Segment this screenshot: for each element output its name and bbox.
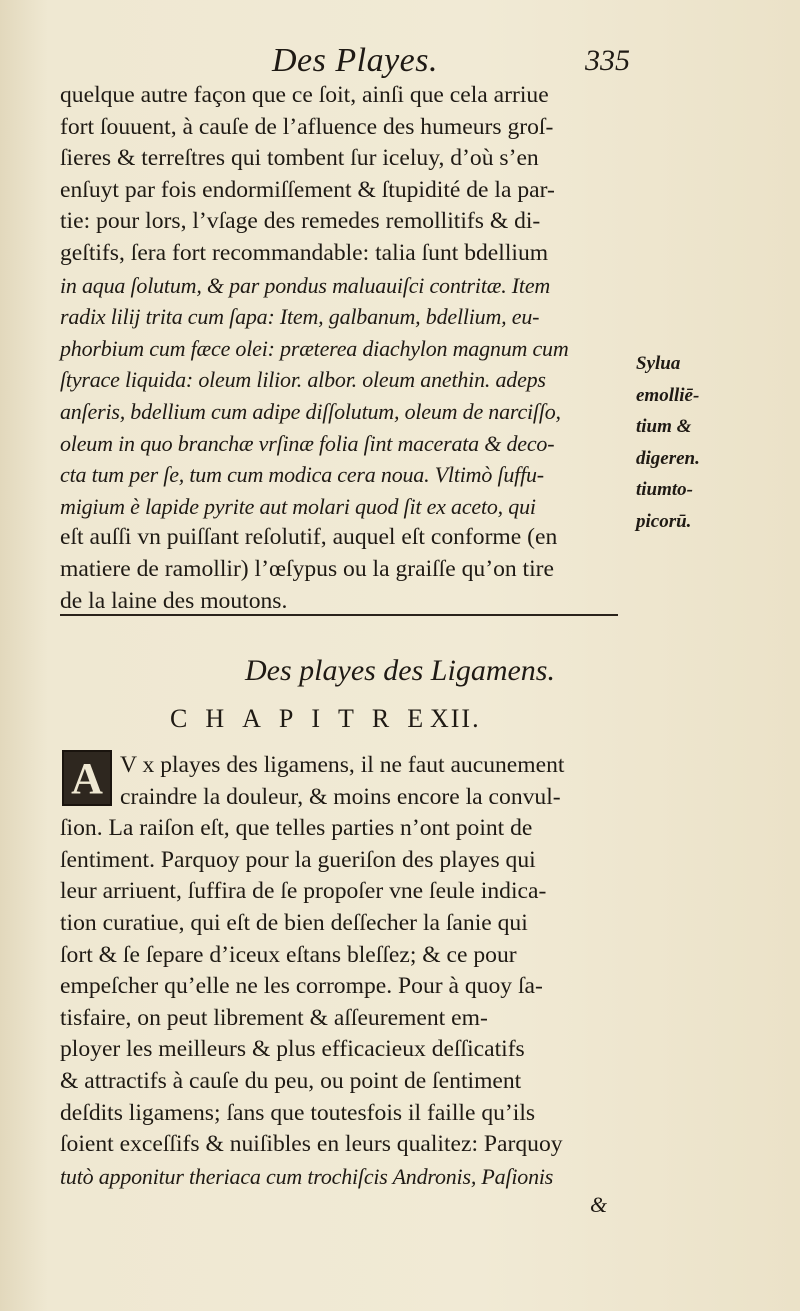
text-line: ſtyrace liquida: oleum lilior. albor. oleum anethin. adeps: [60, 367, 546, 393]
text-line: ployer les meilleurs & plus efficacieux deſſicatifs: [60, 1036, 525, 1063]
margin-note: [636, 348, 726, 538]
text-line: matiere de ramollir) l’œſypus ou la graiſſe qu’on tire: [60, 555, 554, 582]
text-line: in aqua ſolutum, & par pondus maluauiſci contritæ. Item: [60, 272, 551, 298]
margin-note-line: Sylua: [636, 353, 681, 374]
section-divider: [60, 614, 618, 616]
text-line: leur arriuent, ſuffira de ſe propoſer vne ſeule indica-: [60, 878, 547, 905]
page-number: 335: [585, 44, 630, 77]
text-line: geſtifs, ſera fort recommandable: talia ſunt bdellium: [60, 239, 549, 266]
text-line: tisfaire, on peut librement & aſſeurement em-: [60, 1004, 488, 1031]
margin-note-line: digeren.: [636, 447, 700, 469]
text-line: ſentiment. Parquoy pour la gueriſon des playes qui: [60, 846, 536, 873]
text-line: tutò apponitur theriaca cum trochiſcis Andronis, Paſionis: [60, 1163, 554, 1189]
chapter-number: XII.: [430, 704, 481, 733]
text-line: craindre la douleur, & moins encore la convul-: [120, 783, 561, 810]
chapter-label: CHAPITRE: [170, 704, 442, 733]
text-line: ſoient exceſſifs & nuiſibles en leurs qualitez: Parquoy: [60, 1131, 563, 1158]
section-title: Des playes des Ligamens.: [245, 654, 555, 687]
text-line: ſort & ſe ſepare d’iceux eſtans bleſſez; & ce pour: [60, 941, 517, 968]
running-title: Des Playes.: [272, 42, 439, 79]
margin-note-line: tiumto-: [636, 479, 694, 501]
text-line: & attractifs à cauſe du peu, ou point de ſentiment: [60, 1067, 522, 1094]
text-line: radix lilij trita cum ſapa: Item, galbanum, bdellium, eu-: [60, 304, 540, 330]
drop-cap: A: [62, 750, 112, 806]
page-header: [60, 42, 630, 82]
chapter-paragraph: [60, 750, 630, 1192]
text-line: migium è lapide pyrite aut molari quod ſit ex aceto, qui: [60, 493, 536, 519]
text-line: eſt auſſi vn puiſſant reſolutif, auquel eſt conforme (en: [60, 524, 558, 551]
margin-note-line: picorū.: [636, 510, 692, 532]
text-line: quelque autre façon que ce ſoit, ainſi que cela arriue: [60, 82, 549, 108]
text-line: enſuyt par fois endormiſſement & ſtupidité de la par-: [60, 176, 555, 203]
margin-note-line: emolliē-: [636, 384, 700, 406]
text-line: anſeris, bdellium cum adipe diſſolutum, oleum de narciſſo,: [60, 398, 561, 424]
text-line: de la laine des moutons.: [60, 587, 288, 614]
text-line: deſdits ligamens; ſans que toutesfois il faille qu’ils: [60, 1099, 536, 1126]
text-line: phorbium cum fæce olei: præterea diachylon magnum cum: [60, 335, 569, 361]
text-line: tie: pour lors, l’vſage des remedes remollitifs & di-: [60, 208, 541, 235]
text-line: V x playes des ligamens, il ne faut aucunement: [120, 752, 565, 778]
text-line: empeſcher qu’elle ne les corrompe. Pour à quoy ſa-: [60, 973, 543, 1000]
text-line: oleum in quo branchæ vrſinæ folia ſint macerata & deco-: [60, 430, 555, 456]
text-line: tion curatiue, qui eſt de bien deſſecher la ſanie qui: [60, 909, 528, 936]
catchword: &: [590, 1192, 608, 1217]
text-line: cta tum per ſe, tum cum modica cera noua. Vltimò ſuffu-: [60, 462, 544, 488]
margin-note-line: tium &: [636, 416, 692, 438]
text-line: ſieres & terreſtres qui tombent ſur iceluy, d’où s’en: [60, 145, 539, 172]
text-line: ſion. La raiſon eſt, que telles parties n’ont point de: [60, 815, 533, 842]
paragraph: [60, 80, 630, 617]
text-line: fort ſouuent, à cauſe de l’afluence des humeurs groſ-: [60, 113, 554, 140]
